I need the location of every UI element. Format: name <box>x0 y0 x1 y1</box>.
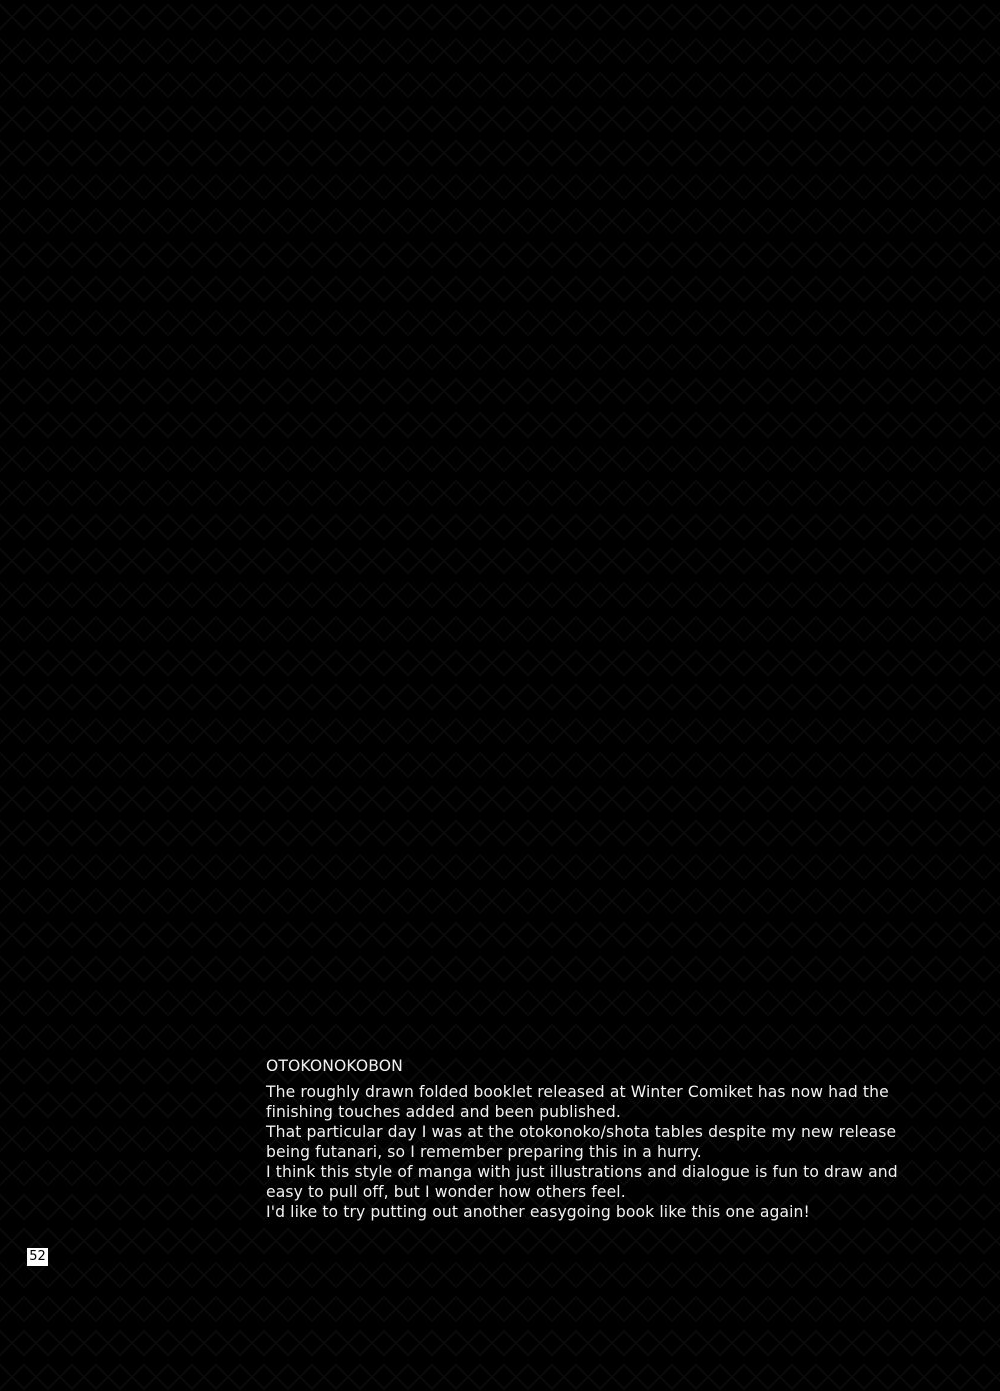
afterword-line: I'd like to try putting out another easygoing book like this one again! <box>266 1203 810 1221</box>
afterword-block <box>266 1056 956 1222</box>
afterword-line: finishing touches added and been published. <box>266 1103 621 1121</box>
afterword-line: That particular day I was at the otokonoko/shota tables despite my new release <box>266 1123 897 1141</box>
afterword-heading: OTOKONOKOBON <box>266 1057 403 1075</box>
afterword-line: The roughly drawn folded booklet released at Winter Comiket has now had the <box>266 1083 889 1101</box>
afterword-line: being futanari, so I remember preparing this in a hurry. <box>266 1143 702 1161</box>
afterword-line: easy to pull off, but I wonder how others feel. <box>266 1183 626 1201</box>
afterword-line: I think this style of manga with just illustrations and dialogue is fun to draw and <box>266 1163 898 1181</box>
page-number: 52 <box>27 1248 48 1266</box>
